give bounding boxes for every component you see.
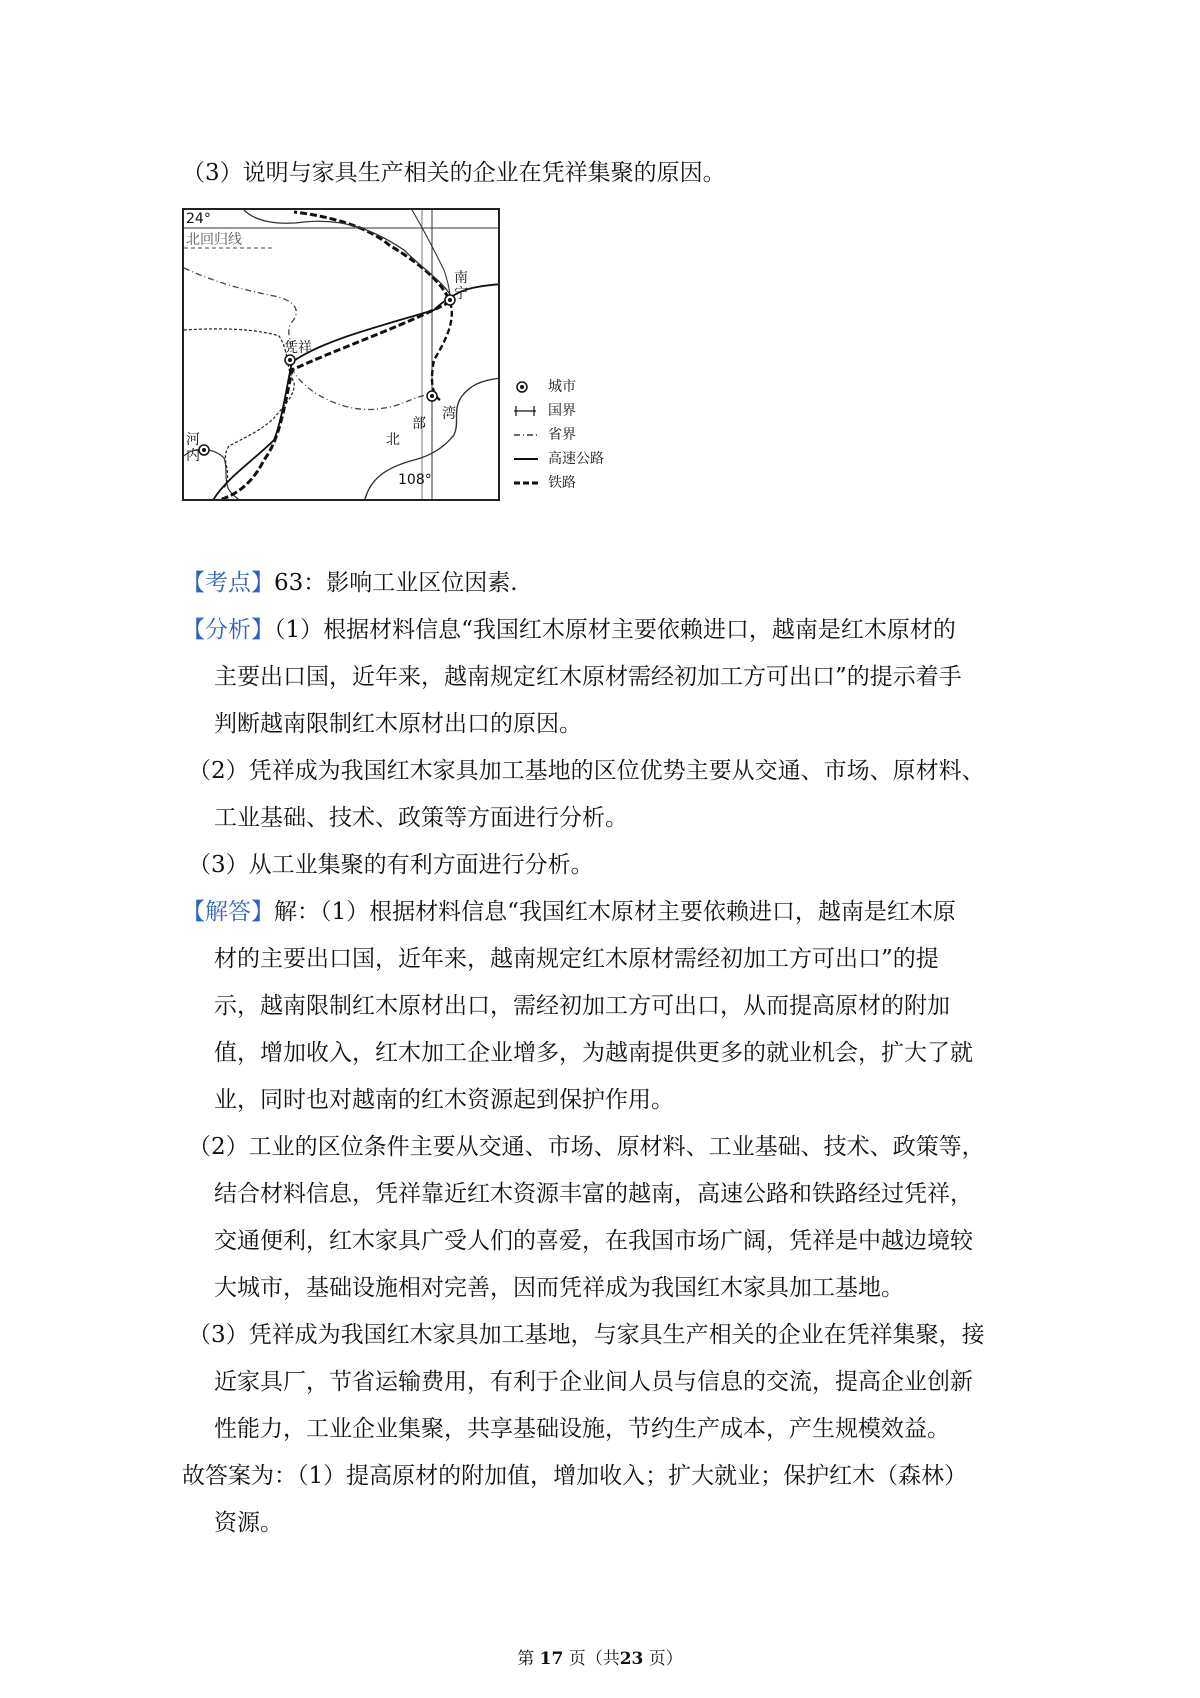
map-figure xyxy=(182,208,500,501)
legend-item-highway xyxy=(512,448,652,470)
fenxi-tag: 分析 xyxy=(205,617,251,643)
city-label-hanoi-1: 河 xyxy=(186,432,200,448)
city-label-nanning-1: 南 xyxy=(454,270,468,286)
answer-line-2: 资源。 xyxy=(214,1510,283,1536)
legend-label-railway: 铁路 xyxy=(548,475,576,491)
city-label-hanoi-2: 内 xyxy=(186,448,200,464)
footer-prefix: 第 xyxy=(517,1649,535,1669)
map-legend xyxy=(512,376,652,506)
railway-south xyxy=(432,302,452,400)
jieda-line-8: 交通便利，红木家具广受人们的喜爱，在我国市场广阔，凭祥是中越边境较 xyxy=(214,1228,973,1254)
city-dot-icon xyxy=(512,376,540,398)
legend-item-border xyxy=(512,400,652,422)
jieda-line-7: 结合材料信息，凭祥靠近红木资源丰富的越南，高速公路和铁路经过凭祥， xyxy=(214,1181,973,1207)
railway-line-icon xyxy=(512,472,540,494)
jieda-line-2: 材的主要出口国，近年来，越南规定红木原材需经初加工方可出口”的提 xyxy=(214,946,939,972)
border-line-icon xyxy=(512,400,540,422)
question-3: （3）说明与家具生产相关的企业在凭祥集聚的原因。 xyxy=(182,160,726,186)
sea-label-1: 北 xyxy=(386,432,400,448)
city-label-nanning-2: 宁 xyxy=(454,286,468,302)
kaodian-tag: 考点 xyxy=(205,570,251,596)
jieda-line-11: 近家具厂，节省运输费用，有利于企业间人员与信息的交流，提高企业创新 xyxy=(214,1369,973,1395)
highway-line-icon xyxy=(512,448,540,470)
legend-label-province: 省界 xyxy=(548,427,576,443)
footer-suffix: 页） xyxy=(648,1649,683,1669)
footer-total-pages: 23 xyxy=(619,1649,644,1669)
railway xyxy=(212,212,450,501)
jieda-line-4: 值，增加收入，红木加工企业增多，为越南提供更多的就业机会，扩大了就 xyxy=(214,1040,973,1066)
jieda-line-12: 性能力，工业企业集聚，共享基础设施，节约生产成本，产生规模效益。 xyxy=(214,1416,950,1442)
upper-line-2 xyxy=(412,210,450,298)
fenxi-line-1: 【分析】（1）根据材料信息“我国红木原材主要依赖进口，越南是红木原材的 xyxy=(182,617,956,643)
legend-label-highway: 高速公路 xyxy=(548,451,604,467)
longitude-label: 108° xyxy=(398,472,432,488)
national-boundary xyxy=(184,329,294,488)
fenxi-line-2: 主要出口国，近年来，越南规定红木原材需经初加工方可出口”的提示着手 xyxy=(214,664,962,690)
legend-label-border: 国界 xyxy=(548,403,576,419)
jieda-line-10: （3）凭祥成为我国红木家具加工基地，与家具生产相关的企业在凭祥集聚，接 xyxy=(188,1322,985,1348)
jieda-line-5: 业，同时也对越南的红木资源起到保护作用。 xyxy=(214,1087,674,1113)
footer-page-number: 17 xyxy=(539,1649,564,1669)
jieda-line-6: （2）工业的区位条件主要从交通、市场、原材料、工业基础、技术、政策等， xyxy=(188,1134,985,1160)
footer-middle: 页（共 xyxy=(568,1649,620,1669)
tropic-label: 北回归线 xyxy=(186,232,242,248)
jieda-line-3: 示，越南限制红木原材出口，需经初加工方可出口，从而提高原材的附加 xyxy=(214,993,950,1019)
fenxi-line-4: （2）凭祥成为我国红木家具加工基地的区位优势主要从交通、市场、原材料、 xyxy=(188,758,985,784)
latitude-label: 24° xyxy=(186,211,211,227)
fenxi-text-1: （1）根据材料信息“我国红木原材主要依赖进口，越南是红木原材的 xyxy=(274,617,956,643)
highway xyxy=(212,298,450,501)
city-hanoi-marker xyxy=(199,445,209,455)
kaodian-text: 63：影响工业区位因素. xyxy=(274,570,518,596)
jieda-line-1: 【解答】解：（1）根据材料信息“我国红木原材主要依赖进口，越南是红木原 xyxy=(182,899,956,925)
city-beihai-marker xyxy=(427,391,437,401)
fenxi-line-5: 工业基础、技术、政策等方面进行分析。 xyxy=(214,805,628,831)
jieda-line-9: 大城市，基础设施相对完善，因而凭祥成为我国红木家具加工基地。 xyxy=(214,1275,904,1301)
sea-label-2: 部 xyxy=(412,416,426,432)
province-line-icon xyxy=(512,424,540,446)
city-pingxiang-marker xyxy=(285,355,295,365)
legend-item-city xyxy=(512,376,652,398)
map-drawing xyxy=(184,210,500,501)
answer-line-1: 故答案为：（1）提高原材的附加值，增加收入；扩大就业；保护红木（森林） xyxy=(182,1463,968,1489)
sea-label-3: 湾 xyxy=(442,406,456,422)
jieda-tag: 解答 xyxy=(205,899,251,925)
province-boundary xyxy=(184,268,432,410)
page-footer xyxy=(0,1648,1200,1670)
legend-label-city: 城市 xyxy=(548,379,576,395)
kaodian-line: 【考点】63：影响工业区位因素. xyxy=(182,570,518,596)
legend-item-railway xyxy=(512,472,652,494)
fenxi-line-6: （3）从工业集聚的有利方面进行分析。 xyxy=(188,852,594,878)
upper-line xyxy=(244,210,452,298)
fenxi-line-3: 判断越南限制红木原材出口的原因。 xyxy=(214,711,582,737)
legend-item-province xyxy=(512,424,652,446)
jieda-text-1: 解：（1）根据材料信息“我国红木原材主要依赖进口，越南是红木原 xyxy=(274,899,956,925)
city-label-pingxiang: 凭祥 xyxy=(284,340,312,356)
